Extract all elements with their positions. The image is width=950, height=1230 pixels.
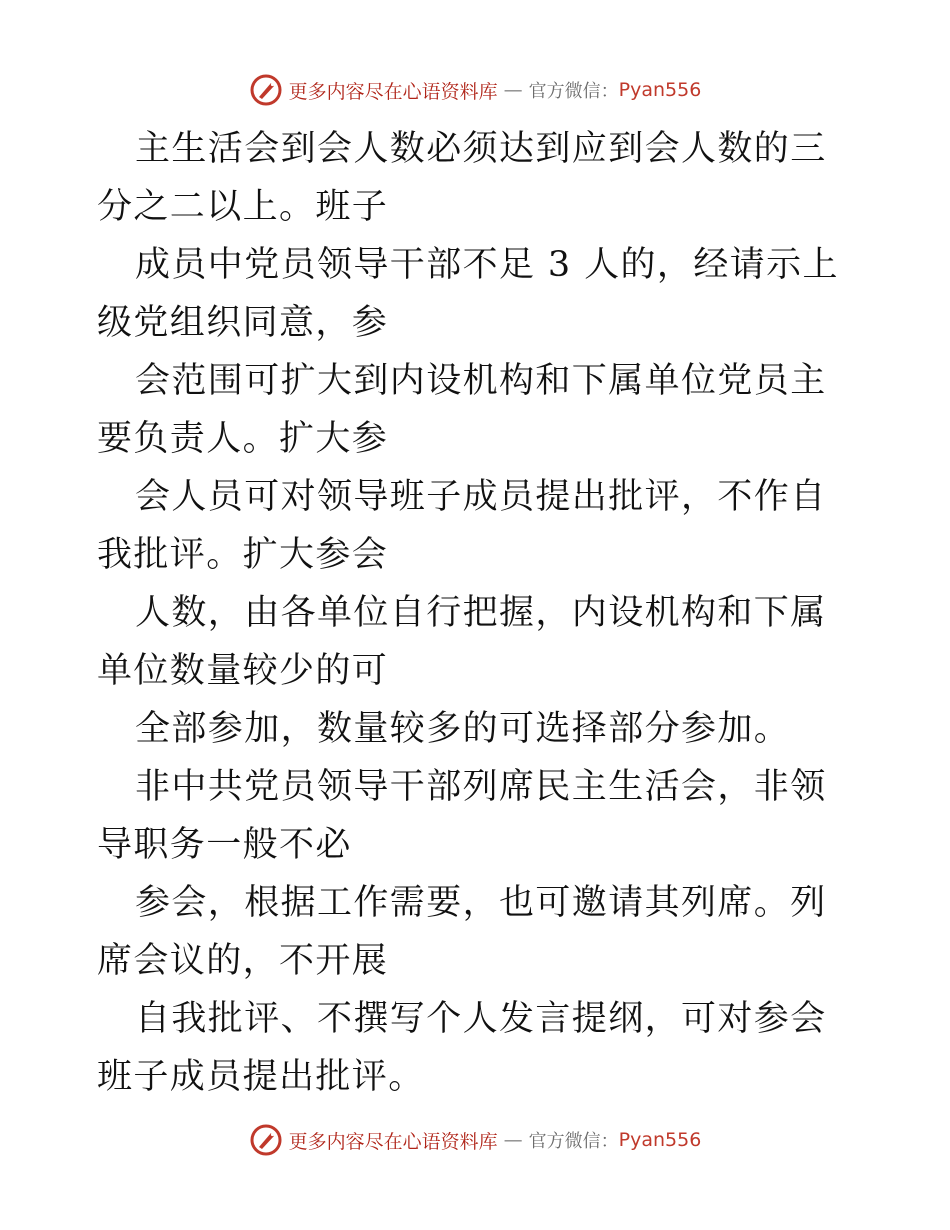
footer-banner — [0, 1120, 950, 1160]
paragraph: 自我批评、不撰写个人发言提纲，可对参会班子成员提出批评。 — [97, 999, 827, 1097]
paragraph: 主生活会到会人数必须达到应到会人数的三分之二以上。班子 — [97, 129, 827, 227]
paragraph: 成员中党员领导干部不足 3 人的，经请示上级党组织同意，参 — [97, 245, 839, 343]
paragraph: 人数，由各单位自行把握，内设机构和下属单位数量较少的可 — [97, 593, 827, 691]
header-contact-handle: Pyan556 — [618, 79, 702, 101]
paragraph: 非中共党员领导干部列席民主生活会，非领导职务一般不必 — [97, 767, 827, 865]
header-site-text: 更多内容尽在心语资料库 — [288, 80, 498, 103]
pen-nib-logo-icon — [249, 1123, 283, 1157]
paragraph: 参会，根据工作需要，也可邀请其列席。列席会议的，不开展 — [97, 883, 827, 981]
pen-nib-logo-icon — [249, 73, 283, 107]
footer-separator: — — [503, 1129, 523, 1151]
header-contact-label: 官方微信： — [528, 81, 619, 102]
footer-contact-label: 官方微信： — [528, 1131, 619, 1152]
paragraph: 全部参加，数量较多的可选择部分参加。 — [135, 709, 791, 749]
header-banner — [0, 70, 950, 110]
paragraph: 会范围可扩大到内设机构和下属单位党员主要负责人。扩大参 — [97, 361, 827, 459]
paragraph: 会人员可对领导班子成员提出批评，不作自我批评。扩大参会 — [97, 477, 827, 575]
footer-contact-handle: Pyan556 — [618, 1129, 702, 1151]
document-body — [97, 120, 857, 1106]
footer-site-text: 更多内容尽在心语资料库 — [288, 1130, 498, 1153]
header-separator: — — [503, 79, 523, 101]
